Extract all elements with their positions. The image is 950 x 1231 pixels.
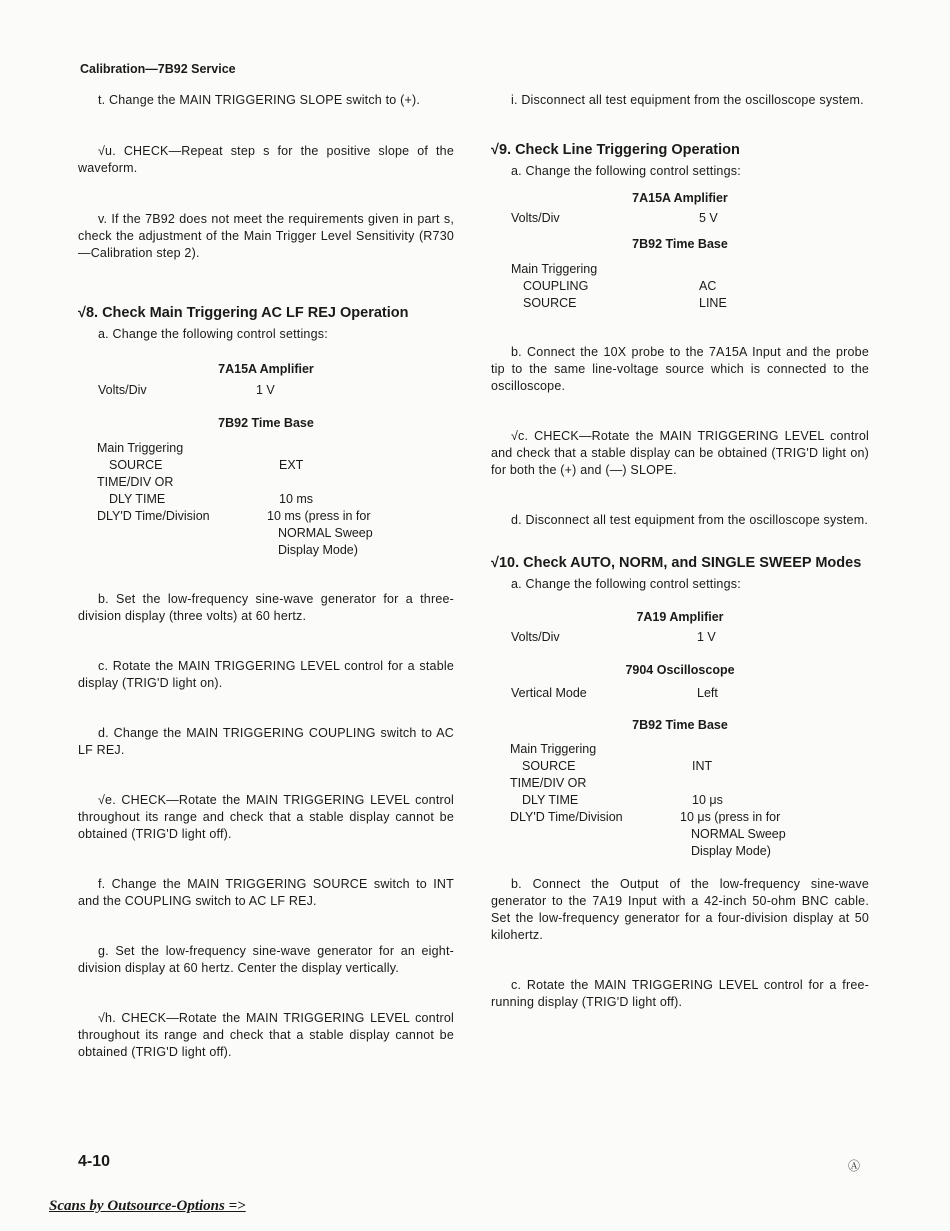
tb10-source-label: SOURCE [522, 759, 576, 773]
revision-mark: Ⓐ [848, 1159, 861, 1173]
tb-timediv-label: TIME/DIV OR [97, 475, 174, 489]
step-9-a: a. Change the following control settings: [511, 164, 741, 178]
tb-dlyd-label: DLY'D Time/Division [97, 509, 210, 523]
tb-dlytime-label: DLY TIME [109, 492, 166, 506]
tb9-coupling-value: AC [699, 279, 717, 293]
tb9-coupling-label: COUPLING [523, 279, 589, 293]
step-8-b: b. Set the low-frequency sine-wave generator for a three-division display (three volts) at 60 hertz. [78, 592, 454, 623]
tb10-dlyd-value-1: 10 μs (press in for [680, 810, 781, 824]
step-10-title: √10. Check AUTO, NORM, and SINGLE SWEEP Modes [491, 555, 862, 571]
page-number: 4-10 [78, 1153, 111, 1170]
tb10-dlyd-value-3: Display Mode) [691, 844, 771, 858]
tb9-source-value: LINE [699, 296, 727, 310]
amp19-title: 7A19 Amplifier [636, 610, 724, 624]
step-t: t. Change the MAIN TRIGGERING SLOPE switch to (+). [98, 93, 421, 107]
amp19-value: 1 V [697, 630, 716, 644]
tb10-main-label: Main Triggering [510, 742, 597, 756]
step-9-title: √9. Check Line Triggering Operation [491, 142, 740, 158]
amp-label: Volts/Div [98, 383, 147, 397]
amp9-label: Volts/Div [511, 211, 560, 225]
osc-setting [511, 685, 869, 702]
amp-title: 7A15A Amplifier [218, 362, 314, 376]
step-8-e: √e. CHECK—Rotate the MAIN TRIGGERING LEVEL control throughout its range and check that a stable display cannot be obtained (TRIG'D light off). [78, 793, 454, 841]
step-8-h: √h. CHECK—Rotate the MAIN TRIGGERING LEVEL control throughout its range and check that a stable display cannot be obtained (TRIG'D light off). [78, 1011, 454, 1059]
step-10-b: b. Connect the Output of the low-frequency sine-wave generator to the 7A19 Input with a 42-inch 50-ohm BNC cable. Set the low-frequency generator for a four-division display at 50 kilohertz. [491, 877, 869, 942]
amp9-setting [511, 210, 869, 227]
tb10-settings [510, 741, 869, 860]
right-column [491, 92, 869, 1011]
step-8-f: f. Change the MAIN TRIGGERING SOURCE switch to INT and the COUPLING switch to AC LF REJ. [78, 877, 454, 908]
tb-settings [97, 440, 454, 559]
left-column [78, 92, 454, 1061]
tb-dlyd-value-1: 10 ms (press in for [267, 509, 371, 523]
tb9-source-label: SOURCE [523, 296, 577, 310]
step-8-g: g. Set the low-frequency sine-wave generator for an eight-division display at 60 hertz. Center the display vertically. [78, 944, 454, 975]
tb-main-label: Main Triggering [97, 441, 184, 455]
step-9-b: b. Connect the 10X probe to the 7A15A Input and the probe tip to the same line-voltage source which is connected to the oscilloscope. [491, 345, 869, 393]
osc-label: Vertical Mode [511, 686, 587, 700]
step-10-c: c. Rotate the MAIN TRIGGERING LEVEL control for a free-running display (TRIG'D light off). [491, 978, 869, 1009]
osc-title: 7904 Oscilloscope [625, 663, 735, 677]
step-8-c: c. Rotate the MAIN TRIGGERING LEVEL control for a stable display (TRIG'D light on). [78, 659, 454, 690]
tb10-timediv-label: TIME/DIV OR [510, 776, 587, 790]
step-i: i. Disconnect all test equipment from the oscilloscope system. [511, 93, 864, 107]
osc-value: Left [697, 686, 718, 700]
step-10-a: a. Change the following control settings: [511, 577, 741, 591]
page-header: Calibration—7B92 Service [80, 62, 236, 76]
tb10-dlytime-label: DLY TIME [522, 793, 579, 807]
tb-dlytime-value: 10 ms [279, 492, 314, 506]
tb-dlyd-value-3: Display Mode) [278, 543, 358, 557]
step-8-title: √8. Check Main Triggering AC LF REJ Operation [78, 305, 409, 321]
tb10-dlytime-value: 10 μs [692, 793, 723, 807]
step-9-c: √c. CHECK—Rotate the MAIN TRIGGERING LEVEL control and check that a stable display can be obtained (TRIG'D light on) for both the (+) and (—) SLOPE. [491, 429, 869, 477]
amp9-value: 5 V [699, 211, 718, 225]
tb-title: 7B92 Time Base [218, 416, 314, 430]
step-u: √u. CHECK—Repeat step s for the positive slope of the waveform. [78, 144, 454, 175]
scan-credit-link[interactable]: Scans by Outsource-Options => [49, 1198, 246, 1214]
amp-setting [98, 382, 454, 399]
tb10-title: 7B92 Time Base [632, 718, 728, 732]
tb9-main-label: Main Triggering [511, 262, 598, 276]
amp9-title: 7A15A Amplifier [632, 191, 728, 205]
step-v: v. If the 7B92 does not meet the requirements given in part s, check the adjustment of the Main Trigger Level Sensitivity (R730—Calibration step 2). [78, 212, 454, 260]
amp-value: 1 V [256, 383, 275, 397]
tb9-title: 7B92 Time Base [632, 237, 728, 251]
tb9-settings [511, 261, 869, 312]
tb-source-label: SOURCE [109, 458, 163, 472]
amp19-setting [511, 629, 869, 646]
step-9-d: d. Disconnect all test equipment from the oscilloscope system. [511, 513, 868, 527]
tb10-source-value: INT [692, 759, 713, 773]
tb-dlyd-value-2: NORMAL Sweep [278, 526, 373, 540]
step-8-a: a. Change the following control settings: [98, 327, 328, 341]
tb10-dlyd-value-2: NORMAL Sweep [691, 827, 786, 841]
tb-source-value: EXT [279, 458, 304, 472]
tb10-dlyd-label: DLY'D Time/Division [510, 810, 623, 824]
amp19-label: Volts/Div [511, 630, 560, 644]
step-8-d: d. Change the MAIN TRIGGERING COUPLING switch to AC LF REJ. [78, 726, 454, 757]
